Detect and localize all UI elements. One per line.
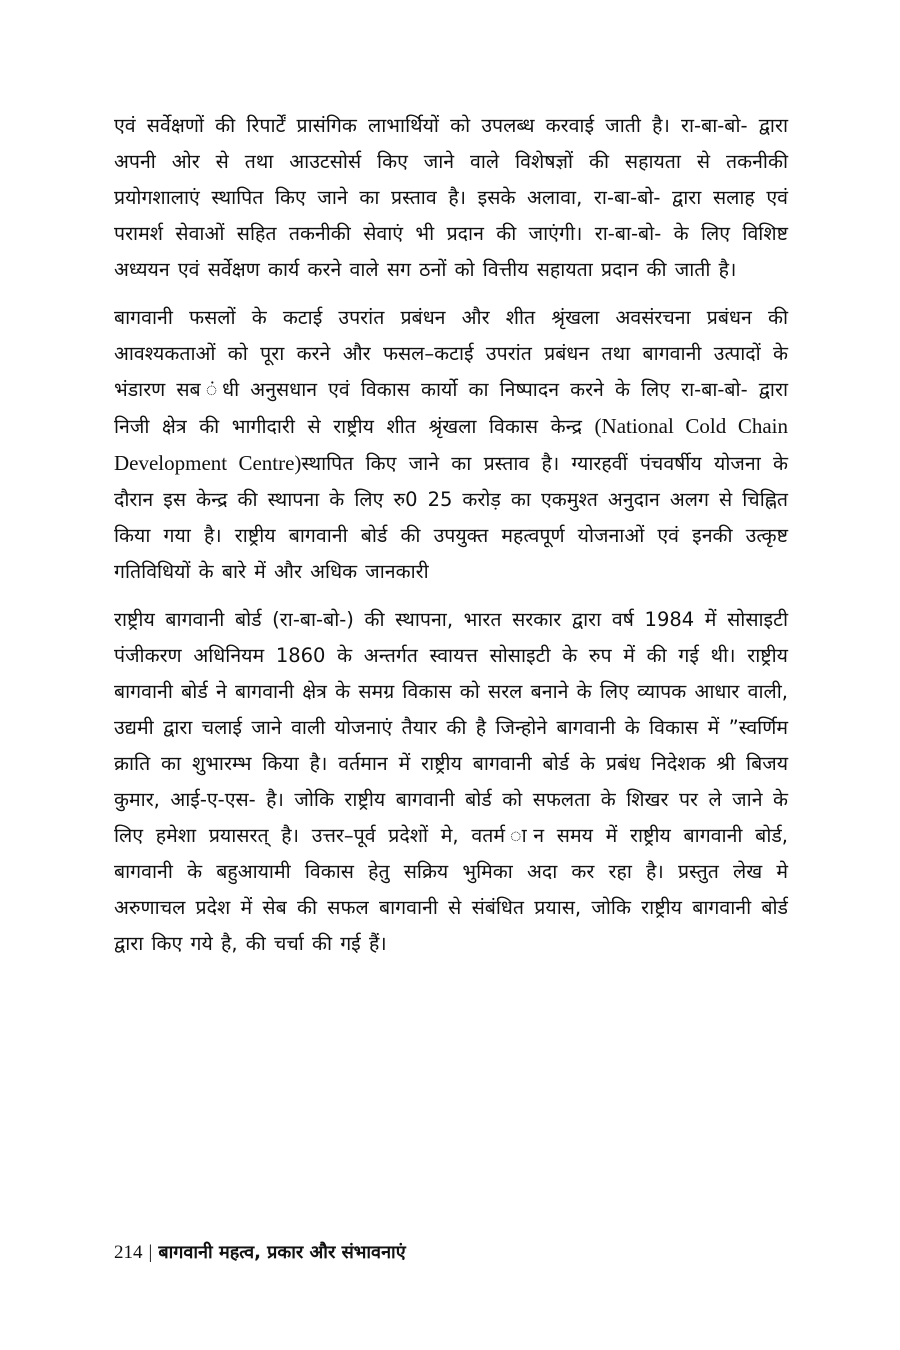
book-title: बागवानी महत्व, प्रकार और संभावनाएं	[158, 1242, 406, 1263]
english-centre-name: (National Cold Chain Development Centre)	[114, 414, 788, 475]
page-footer	[114, 1240, 406, 1264]
page-body	[114, 108, 788, 962]
paragraph-2	[114, 300, 788, 590]
paragraph-2-text-after: स्थापित किए जाने का प्रस्ताव है। ग्यारहवीं पंचवर्षीय योजना के दौरान इस केन्द्र की स्थापना के लिए रु0 25 करोड़ का एकमुश्त अनुदान अलग से चिह्नित किया गया है। राष्ट्रीय बागवानी बोर्ड की उपयुक्त महत्वपूर्ण योजनाओं एवं इनकी उत्कृष्ट गतिविधियों के बारे में और अधिक जानकारी	[114, 452, 788, 583]
paragraph-1: एवं सर्वेक्षणों की रिपार्टें प्रासंगिक लाभार्थियों को उपलब्ध करवाई जाती है। रा-बा-बो- द्वारा अपनी ओर से तथा आउटसोर्स किए जाने वाले विशेषज्ञों की सहायता से तकनीकी प्रयोगशालाएं स्थापित किए जाने का प्रस्ताव है। इसके अलावा, रा-बा-बो- द्वारा सलाह एवं परामर्श सेवाओं सहित तकनीकी सेवाएं भी प्रदान की जाएंगी। रा-बा-बो- के लिए विशिष्ट अध्ययन एवं सर्वेक्षण कार्य करने वाले सग ठनों को वित्तीय सहायता प्रदान की जाती है।	[114, 114, 788, 281]
paragraph-3: राष्ट्रीय बागवानी बोर्ड (रा-बा-बो-) की स्थापना, भारत सरकार द्वारा वर्ष 1984 में सोसाइटी पंजीकरण अधिनियम 1860 के अन्तर्गत स्वायत्त सोसाइटी के रुप में की गई थी। राष्ट्रीय बागवानी बोर्ड ने बागवानी क्षेत्र के समग्र विकास को सरल बनाने के लिए व्यापक आधार वाली, उद्यमी द्वारा चलाई जाने वाली योजनाएं तैयार की है जिन्होने बागवानी के विकास में ”स्वर्णिम क्राति का शुभारम्भ किया है। वर्तमान में राष्ट्रीय बागवानी बोर्ड के प्रबंध निदेशक श्री बिजय कुमार, आई-ए-एस- है। जोकि राष्ट्रीय बागवानी बोर्ड को सफलता के शिखर पर ले जाने के लिए हमेशा प्रयासरत् है। उत्तर–पूर्व प्रदेशों मे, वतर्म ान समय में राष्ट्रीय बागवानी बोर्ड, बागवानी के बहुआयामी विकास हेतु सक्रिय भुमिका अदा कर रहा है। प्रस्तुत लेख मे अरुणाचल प्रदेश में सेब की सफल बागवानी से संबंधित प्रयास, जोकि राष्ट्रीय बागवानी बोर्ड द्वारा किए गये है, की चर्चा की गई हैं।	[114, 608, 788, 955]
page-number: 214	[114, 1242, 143, 1263]
footer-separator: |	[148, 1242, 153, 1263]
paragraph-2-text-before: बागवानी फसलों के कटाई उपरांत प्रबंधन और शीत श्रृंखला अवसंरचना प्रबंधन की आवश्यकताओं को पूरा करने और फसल–कटाई उपरांत प्रबंधन तथा बागवानी उत्पादों के भंडारण सब ंधी अनुसधान एवं विकास कार्यो का निष्पादन करने के लिए रा-बा-बो- द्वारा निजी क्षेत्र की भागीदारी से राष्ट्रीय शीत श्रृंखला विकास केन्द्र	[114, 306, 788, 438]
